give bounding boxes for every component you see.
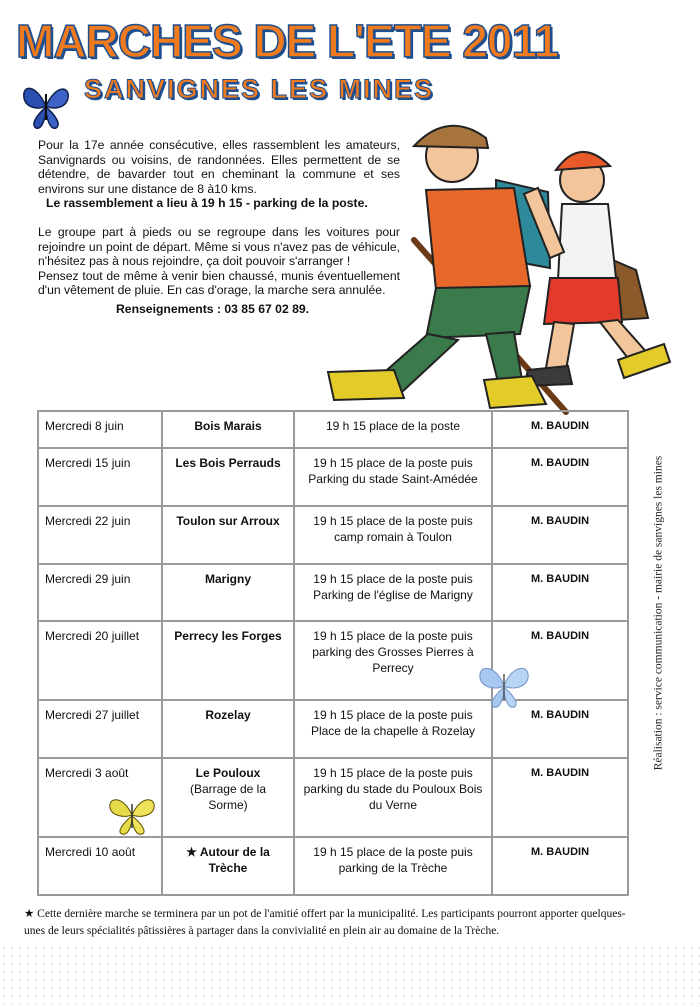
table-row — [38, 411, 628, 448]
walk-place: Perrecy les Forges — [162, 621, 294, 700]
walk-guide: M. BAUDIN — [492, 411, 628, 448]
walk-date: Mercredi 27 juillet — [38, 700, 162, 758]
walk-place: Toulon sur Arroux — [162, 506, 294, 564]
footnote: ★ Cette dernière marche se terminera par un pot de l'amitié offert par la municipalité. Les participants pourront apporter quelques-unes de leurs spécialités pâtissières à partager dans la convivialité en plein air au domaine de la Trèche. — [24, 908, 626, 937]
page-subtitle: SANVIGNES LES MINES — [84, 74, 435, 104]
walk-guide: M. BAUDIN — [492, 700, 628, 758]
table-row — [38, 506, 628, 564]
walk-place: ★ Autour de la Trèche — [162, 837, 294, 895]
walk-meeting: 19 h 15 place de la poste puis parking du stade du Pouloux Bois du Verne — [294, 758, 492, 837]
light-blue-butterfly-icon — [474, 662, 534, 710]
walk-place-cell — [162, 758, 294, 837]
table-row — [38, 564, 628, 622]
walk-guide: M. BAUDIN — [492, 837, 628, 895]
hikers-illustration — [318, 108, 690, 420]
page-title: MARCHES DE L'ETE 2011 — [16, 15, 559, 67]
table-row — [38, 837, 628, 895]
walk-guide: M. BAUDIN — [492, 564, 628, 622]
walk-meeting: 19 h 15 place de la poste — [294, 411, 492, 448]
production-credit — [650, 455, 666, 771]
walk-date: Mercredi 10 août — [38, 837, 162, 895]
meeting-point: Le rassemblement a lieu à 19 h 15 - parking de la poste. — [46, 196, 368, 211]
walk-meeting: 19 h 15 place de la poste puis Place de la chapelle à Rozelay — [294, 700, 492, 758]
walk-guide: M. BAUDIN — [492, 621, 628, 700]
walk-guide: M. BAUDIN — [492, 448, 628, 506]
walk-date: Mercredi 20 juillet — [38, 621, 162, 700]
walk-place-note: (Barrage de la Sorme) — [189, 782, 267, 813]
walk-place: Marigny — [162, 564, 294, 622]
walk-place: Rozelay — [162, 700, 294, 758]
walk-date: Mercredi 22 juin — [38, 506, 162, 564]
blue-butterfly-icon — [20, 80, 72, 132]
walk-place: Les Bois Perrauds — [162, 448, 294, 506]
intro-paragraph: Le groupe part à pieds ou se regroupe dans les voitures pour rejoindre un point de départ. Même si vous n'avez pas de véhicule, n'hésitez pas à nous rejoindre, ça doit pouvoir s'arranger ! — [38, 224, 400, 269]
table-row — [38, 700, 628, 758]
walk-place: Le Pouloux — [195, 766, 261, 781]
walk-place: Bois Marais — [162, 411, 294, 448]
walk-date: Mercredi 3 août — [38, 758, 162, 837]
walk-date: Mercredi 8 juin — [38, 411, 162, 448]
table-row — [38, 448, 628, 506]
walk-date: Mercredi 15 juin — [38, 448, 162, 506]
walk-date: Mercredi 29 juin — [38, 564, 162, 622]
dotted-background — [0, 944, 700, 1004]
walk-meeting: 19 h 15 place de la poste puis Parking de l'église de Marigny — [294, 564, 492, 622]
yellow-butterfly-icon — [104, 794, 160, 836]
walk-meeting: 19 h 15 place de la poste puis parking de la Trèche — [294, 837, 492, 895]
walk-meeting: 19 h 15 place de la poste puis parking des Grosses Pierres à Perrecy — [294, 621, 492, 700]
walk-guide: M. BAUDIN — [492, 758, 628, 837]
contact-info: Renseignements : 03 85 67 02 89. — [116, 301, 310, 316]
intro-paragraph: Pensez tout de même à venir bien chaussé, munis éventuellement d'un vêtement de pluie. En cas d'orage, la marche sera annulée. — [38, 268, 400, 298]
table-row — [38, 621, 628, 700]
walk-guide: M. BAUDIN — [492, 506, 628, 564]
production-credit-text: Réalisation : service communication - mairie de sanvignes les mines — [652, 455, 665, 771]
walk-meeting: 19 h 15 place de la poste puis Parking du stade Saint-Amédée — [294, 448, 492, 506]
walk-meeting: 19 h 15 place de la poste puis camp romain à Toulon — [294, 506, 492, 564]
intro-paragraph: Pour la 17e année consécutive, elles rassemblent les amateurs, Sanvignards ou voisins, de randonnées. Elles permettent de se détendre, de bavarder tout en cheminant la commune et ses environs sur une distance de 8 à10 kms. — [38, 138, 400, 196]
